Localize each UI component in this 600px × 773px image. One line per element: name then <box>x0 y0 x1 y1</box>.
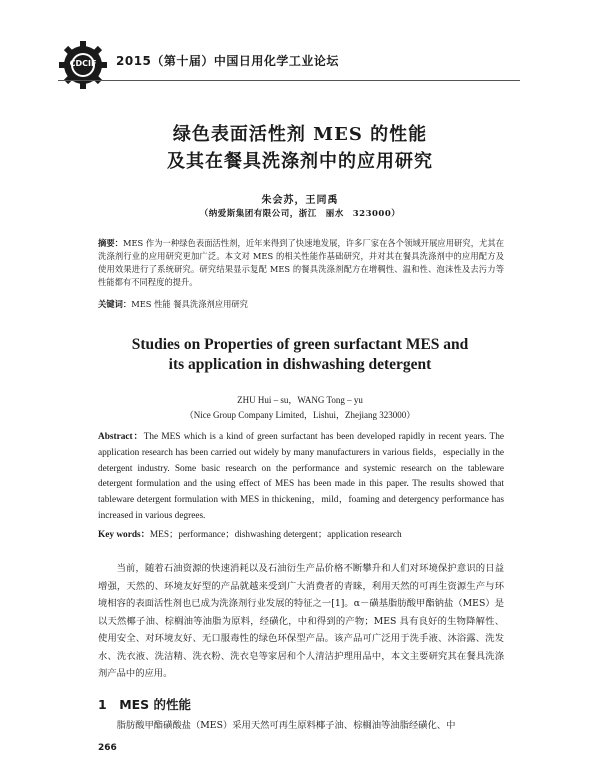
abstract-en <box>98 430 504 525</box>
title-cn-line2: 及其在餐具洗涤剂中的应用研究 <box>167 151 433 172</box>
title-en-line2: its application in dishwashing detergent <box>168 356 432 373</box>
keywords-en-text: MES；performance；dishwashing detergent；application research <box>149 530 402 540</box>
keywords-cn-label: 关键词： <box>98 299 132 309</box>
abstract-en-text: The MES which is a kind of green surfactant has been developed rapidly in recent years. The application research has been carried out widely by many manufacturers in various fields，especially in the detergent industry. Some basic research on the performance and systemic research on the tableware detergent formulation and the using effect of MES has been made in this paper. The results showed that tableware detergent formulation with MES in thickening，mild，foaming and detergency performance has increased in various degrees. <box>98 432 504 521</box>
keywords-en-label: Key words： <box>98 530 150 540</box>
running-header: 2015（第十届）中国日用化学工业论坛 <box>116 54 339 68</box>
intro-paragraph: 当前，随着石油资源的快速消耗以及石油衍生产品价格不断攀升和人们对环境保护意识的日益增强，天然的、环境友好型的产品就越来受到广大消费者的青睐，利用天然的可再生资源生产与环境相容的表面活性剂也已成为洗涤剂行业发展的特征之一[1]。α－磺基脂肪酸甲酯钠盐（MES）是以天然椰子油、棕榈油等油脂为原料，经磺化，中和得到的产物；MES 具有良好的生物降解性、使用安全、对环境友好、无口服毒性的绿色环保型产品。该产品可广泛用于洗手液、沐浴露、洗发水、洗衣液、洗洁精、洗衣粉、洗衣皂等家居和个人清洁护理用品中，本文主要研究其在餐具洗涤剂产品中的应用。 <box>98 563 504 679</box>
keywords-cn-text: MES 性能 餐具洗涤剂应用研究 <box>131 299 248 309</box>
authors-en: ZHU Hui – su，WANG Tong – yu <box>237 395 363 405</box>
abstract-cn-label: 摘要： <box>98 238 123 248</box>
authors-cn: 朱会苏，王同禹 <box>261 195 339 206</box>
logo-text: CDCIF <box>69 59 97 68</box>
abstract-cn <box>98 237 504 289</box>
affiliation-cn: （纳爱斯集团有限公司，浙江 丽水 323000） <box>199 209 401 219</box>
title-en-line1: Studies on Properties of green surfactant MES and <box>131 336 469 353</box>
keywords-en <box>98 526 402 540</box>
abstract-cn-text: MES 作为一种绿色表面活性剂，近年来得到了快速地发展，许多厂家在各个领域开展应用研究，尤其在洗涤剂行业的应用研究更加广泛。本文对 MES 的相关性能作基础研究，并对其在餐具洗涤剂中的应用配方及使用效果进行了系统研究。研究结果显示复配 MES 的餐具洗涤剂配方在增稠性、温和性、泡沫性及去污力等性能都有不同程度的提升。 <box>98 238 504 287</box>
header-divider <box>58 80 520 81</box>
section1-paragraph: 脂肪酸甲酯磺酸盐（MES）采用天然可再生原料椰子油、棕榈油等油脂经磺化、中 <box>116 720 456 731</box>
affiliation-en: （Nice Group Company Limited，Lishui，Zhejiang 323000） <box>184 410 416 420</box>
title-cn-line1: 绿色表面活性剂 MES 的性能 <box>172 124 428 145</box>
page-number: 266 <box>98 743 117 753</box>
section-heading-1: 1 MES 的性能 <box>98 697 192 712</box>
abstract-en-label: Abstract： <box>98 432 144 442</box>
forum-logo <box>58 40 108 90</box>
keywords-cn <box>98 298 248 310</box>
